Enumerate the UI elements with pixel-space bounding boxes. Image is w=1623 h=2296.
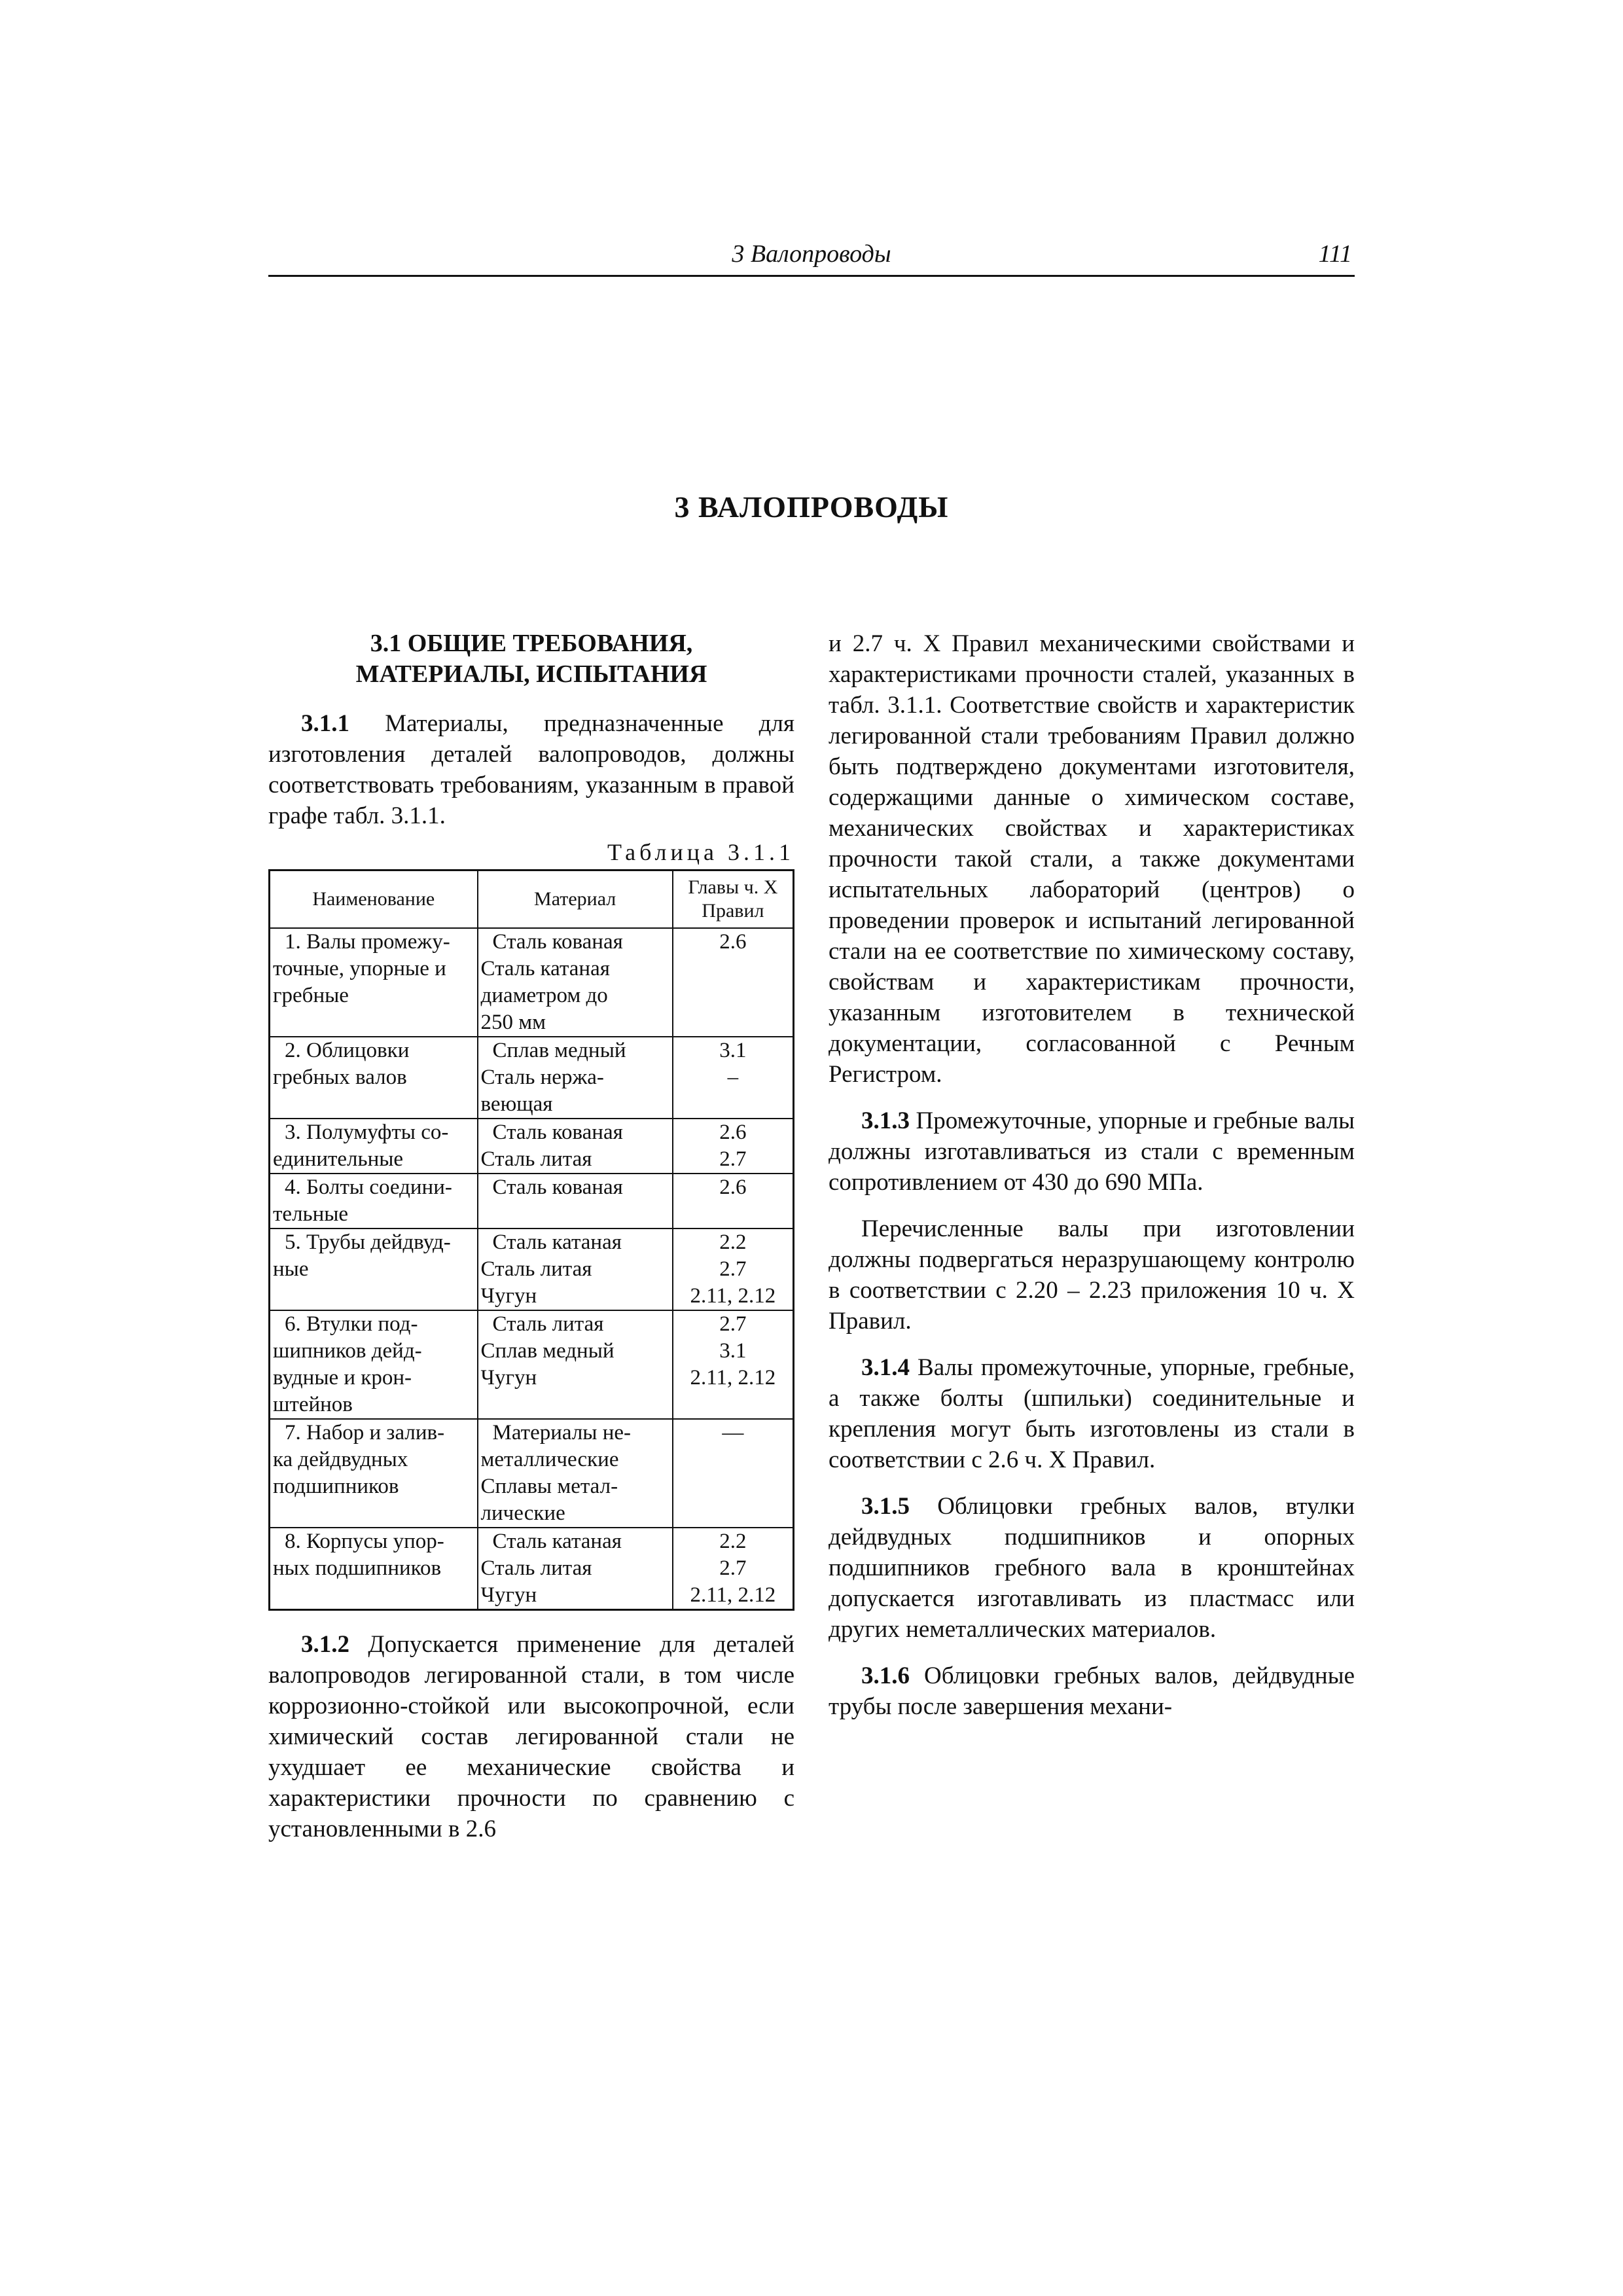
cell-material-line: Чугун (480, 1583, 537, 1607)
cell-chapters-line (676, 1446, 790, 1473)
paragraph-number: 3.1.4 (861, 1354, 910, 1381)
cell-name (270, 1037, 478, 1119)
cell-chapters-line: 2.7 (719, 1147, 747, 1171)
cell-chapters-line (676, 1473, 790, 1500)
paragraph-3-1-2-continued: и 2.7 ч. X Правил механическими свойствами и характеристиками прочности сталей, указанных в табл. 3.1.1. Соответствие свойств и характеристик легированной стали требованиям Правил должно быть подтверждено документами изготовителя, содержащими данные о химическом составе, механических свойствах и характеристиках прочности такой стали, а также документами испытательных лабораторий (центров) о проведении проверок и испытаний легированной стали на ее соответствие по химическому составу, свойствам и характеристикам прочности, указанным изготовителем в технической документации, согласованной с Речным Регистром. (829, 630, 1355, 1088)
cell-chapters-line: 2.2 (719, 1230, 747, 1254)
cell-name-line: 6. Втулки под- (285, 1312, 418, 1336)
cell-material (478, 1229, 673, 1310)
cell-name-line (273, 1582, 474, 1609)
cell-chapters (673, 1119, 794, 1174)
cell-name-line: ка дейдвудных (273, 1448, 408, 1471)
table-row (270, 928, 794, 1037)
paragraph-text: Валы промежуточные, упорные, гребные, а также болты (шпильки) соединительные и крепления могут быть изготовлены из стали в соответствии с 2.6 ч. X Правил. (829, 1354, 1355, 1473)
cell-name-line (273, 1283, 474, 1310)
header-material: Материал (478, 870, 673, 929)
cell-chapters-line (676, 1091, 790, 1118)
cell-material-line: Сталь катаная (492, 1530, 622, 1553)
cell-material-line: Сталь нержа- (480, 1066, 604, 1089)
paragraph-text: Допускается применение для деталей валопроводов легированной стали, в том числе коррозионно-стойкой или высокопрочной, если химический состав легированной стали не ухудшает ее механические свойства и характеристики прочности по сравнению с установленными в 2.6 (268, 1631, 794, 1842)
cell-material-line: Сталь кованая (492, 1121, 623, 1144)
paragraph-3-1-5 (829, 1491, 1355, 1645)
cell-name (270, 928, 478, 1037)
paragraph-3-1-3-second: Перечисленные валы при изготовлении должны подвергаться неразрушающему контролю в соответствии с 2.20 – 2.23 приложения 10 ч. X Правил. (829, 1215, 1355, 1335)
cell-material (478, 928, 673, 1037)
cell-name-line: 2. Облицовки (285, 1039, 410, 1062)
cell-chapters-line: 2.11, 2.12 (690, 1583, 776, 1607)
cell-material-line: Сталь литая (480, 1556, 592, 1580)
cell-material-line: Сталь кованая (492, 1175, 623, 1199)
cell-name-line: подшипников (273, 1475, 399, 1498)
paragraph-text: Промежуточные, упорные и гребные валы должны изготавливаться из стали с временным сопротивлением от 430 до 690 МПа. (829, 1107, 1355, 1196)
cell-material-line: диаметром до (480, 984, 608, 1007)
cell-chapters-line (676, 956, 790, 982)
cell-name (270, 1528, 478, 1610)
cell-chapters-line (676, 1009, 790, 1036)
cell-chapters-line: 2.11, 2.12 (690, 1284, 776, 1308)
cell-name (270, 1229, 478, 1310)
paragraph-number: 3.1.1 (301, 710, 349, 737)
table-row (270, 1229, 794, 1310)
cell-material-line: лические (480, 1501, 565, 1525)
cell-name (270, 1310, 478, 1419)
cell-chapters-line: 2.6 (719, 930, 747, 954)
cell-material-line (481, 1391, 669, 1418)
cell-name-line: шипников дейд- (273, 1339, 422, 1363)
cell-chapters-line: 2.6 (719, 1175, 747, 1199)
cell-chapters-line: 2.7 (719, 1257, 747, 1281)
section-title-line-2: МАТЕРИАЛЫ, ИСПЫТАНИЯ (355, 660, 707, 688)
cell-name-line: 3. Полумуфты со- (285, 1121, 449, 1144)
cell-material (478, 1310, 673, 1419)
cell-material-line: Чугун (480, 1284, 537, 1308)
cell-material (478, 1419, 673, 1528)
cell-name-line: точные, упорные и (273, 957, 446, 980)
cell-chapters (673, 928, 794, 1037)
page-number: 111 (1318, 240, 1352, 268)
paragraph-3-1-6 (829, 1660, 1355, 1722)
table-row (270, 1310, 794, 1419)
cell-material-line: металлические (480, 1448, 619, 1471)
cell-name (270, 1419, 478, 1528)
cell-chapters-line (676, 982, 790, 1009)
running-header (268, 237, 1355, 277)
cell-chapters-line (676, 1391, 790, 1418)
cell-chapters-line: 2.11, 2.12 (690, 1366, 776, 1390)
right-column (829, 628, 1355, 1722)
cell-material-line: Сталь литая (480, 1147, 592, 1171)
cell-material (478, 1174, 673, 1229)
cell-chapters (673, 1229, 794, 1310)
table-row (270, 1174, 794, 1229)
cell-name-line: 4. Болты соедини- (285, 1175, 452, 1199)
cell-material-line: Материалы не- (492, 1421, 632, 1444)
paragraph-3-1-3 (829, 1105, 1355, 1198)
table-row (270, 1119, 794, 1174)
running-title: 3 Валопроводы (732, 240, 891, 268)
cell-material-line: веющая (480, 1092, 553, 1116)
table-caption: Таблица 3.1.1 (607, 839, 794, 865)
cell-name-line: единительные (273, 1147, 404, 1171)
cell-material (478, 1119, 673, 1174)
cell-chapters (673, 1174, 794, 1229)
cell-chapters (673, 1528, 794, 1610)
section-title (268, 628, 794, 690)
paragraph-text: Облицовки гребных валов, дейдвудные трубы после завершения механи- (829, 1662, 1355, 1720)
header-chapters-line-1: Главы ч. X (688, 876, 778, 898)
cell-name-line (273, 1500, 474, 1527)
table-header-row (270, 870, 794, 929)
cell-name (270, 1119, 478, 1174)
cell-name-line: ные (273, 1257, 309, 1281)
cell-name (270, 1174, 478, 1229)
cell-chapters (673, 1037, 794, 1119)
left-column (268, 628, 794, 1844)
cell-material-line: Сталь литая (492, 1312, 604, 1336)
cell-name-line: вудные и крон- (273, 1366, 412, 1390)
table-row (270, 1419, 794, 1528)
cell-material-line (481, 1201, 669, 1228)
table-body (270, 928, 794, 1610)
cell-chapters-line: 3.1 (719, 1339, 747, 1363)
cell-material-line: Сталь катаная (480, 957, 610, 980)
cell-name-line: ных подшипников (273, 1556, 442, 1580)
cell-material-line: Чугун (480, 1366, 537, 1390)
paragraph-number: 3.1.2 (301, 1631, 349, 1658)
cell-chapters-line: 2.7 (719, 1556, 747, 1580)
cell-name-line: 8. Корпусы упор- (285, 1530, 444, 1553)
paragraph-number: 3.1.6 (861, 1662, 910, 1689)
cell-material-line: 250 мм (480, 1011, 546, 1034)
cell-name-line: тельные (273, 1202, 349, 1226)
header-chapters (673, 870, 794, 929)
table-row (270, 1037, 794, 1119)
cell-name-line: гребные (273, 984, 349, 1007)
paragraph-3-1-4 (829, 1352, 1355, 1475)
paragraph-number: 3.1.5 (861, 1493, 910, 1520)
section-title-line-1: 3.1 ОБЩИЕ ТРЕБОВАНИЯ, (370, 630, 693, 657)
chapter-title: 3 ВАЛОПРОВОДЫ (674, 490, 949, 524)
cell-name-line: 5. Трубы дейдвуд- (285, 1230, 451, 1254)
cell-chapters-line: – (727, 1066, 739, 1089)
paragraph-3-1-1 (268, 708, 794, 831)
cell-material-line: Сплав медный (480, 1339, 615, 1363)
cell-chapters-line: — (722, 1421, 744, 1444)
header-name: Наименование (270, 870, 478, 929)
cell-material (478, 1528, 673, 1610)
materials-table (268, 869, 794, 1611)
header-chapters-line-2: Правил (702, 900, 764, 922)
cell-chapters (673, 1419, 794, 1528)
cell-chapters-line (676, 1500, 790, 1527)
cell-material (478, 1037, 673, 1119)
cell-material-line: Сплавы метал- (480, 1475, 618, 1498)
cell-name-line: штейнов (273, 1393, 353, 1416)
cell-name-line: гребных валов (273, 1066, 407, 1089)
cell-chapters (673, 1310, 794, 1419)
cell-chapters-line: 2.2 (719, 1530, 747, 1553)
paragraph-text: Материалы, предназначенные для изготовления деталей валопроводов, должны соответствовать требованиям, указанным в правой графе табл. 3.1.1. (268, 710, 794, 829)
table-row (270, 1528, 794, 1610)
cell-material-line: Сталь кованая (492, 930, 623, 954)
cell-material-line: Сплав медный (492, 1039, 626, 1062)
cell-material-line: Сталь катаная (492, 1230, 622, 1254)
cell-material-line: Сталь литая (480, 1257, 592, 1281)
paragraph-3-1-2 (268, 1629, 794, 1844)
cell-name-line: 7. Набор и залив- (285, 1421, 445, 1444)
cell-chapters-line: 2.6 (719, 1121, 747, 1144)
cell-chapters-line (676, 1201, 790, 1228)
cell-chapters-line: 3.1 (719, 1039, 747, 1062)
paragraph-number: 3.1.3 (861, 1107, 910, 1134)
cell-name-line: 1. Валы промежу- (285, 930, 450, 954)
paragraph-text: Облицовки гребных валов, втулки дейдвудных подшипников и опорных подшипников гребного вала в кронштейнах допускается изготавливать из пластмасс или других неметаллических материалов. (829, 1493, 1355, 1643)
cell-chapters-line: 2.7 (719, 1312, 747, 1336)
